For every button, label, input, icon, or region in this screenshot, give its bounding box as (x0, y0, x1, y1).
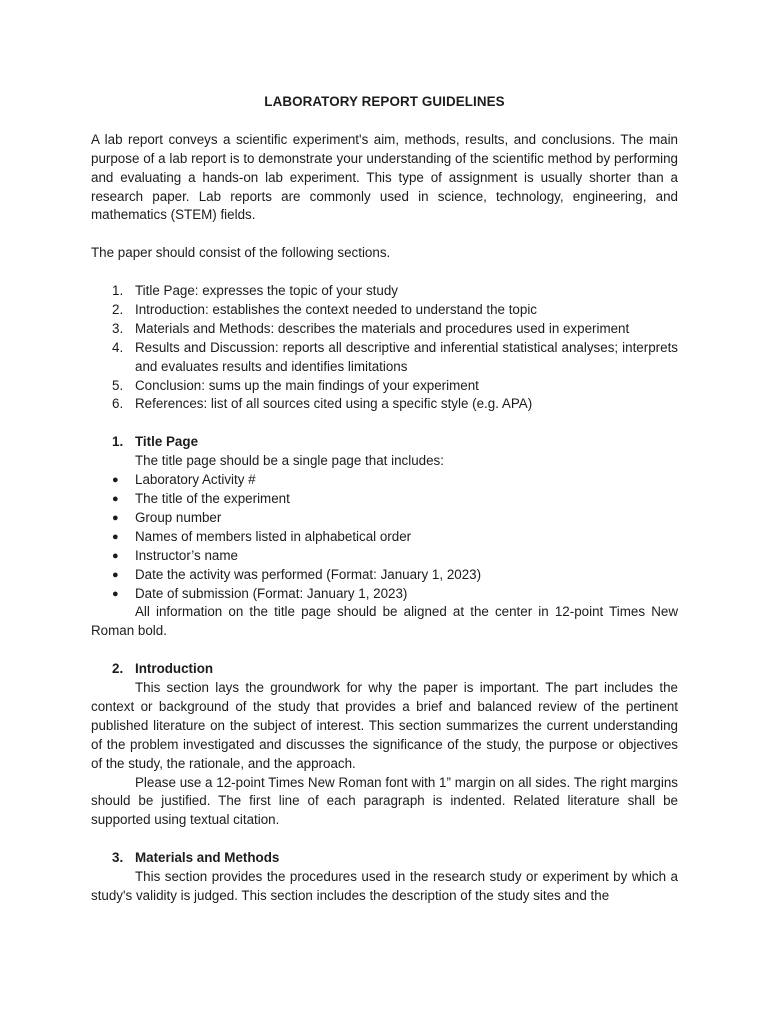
title-page-closing: All information on the title page should be aligned at the center in 12-point Times New Roman bold. (91, 604, 678, 639)
bullet-item: ● The title of the experiment (91, 490, 678, 509)
bullet-icon: ● (112, 530, 119, 543)
list-item: 3. Materials and Methods: describes the materials and procedures used in experiment (112, 320, 630, 336)
section-list (91, 282, 678, 414)
section-heading-materials-methods: 3. Materials and Methods (112, 850, 280, 866)
document-title: LABORATORY REPORT GUIDELINES (264, 94, 505, 109)
list-item: 4. Results and Discussion: reports all descriptive and inferential statistical analyses; interprets and evaluates results and identifies limitations (112, 339, 678, 374)
bullet-icon: ● (112, 587, 119, 600)
list-item: 6. References: list of all sources cited using a specific style (e.g. APA) (112, 396, 533, 412)
bullet-icon: ● (112, 492, 119, 505)
sections-intro: The paper should consist of the following sections. (91, 245, 391, 261)
title-page-lead: The title page should be a single page that includes: (135, 453, 444, 469)
list-item: 2. Introduction: establishes the context needed to understand the topic (112, 301, 537, 317)
introduction-paragraph-2: Please use a 12-point Times New Roman font with 1” margin on all sides. The right margins should be justified. The first line of each paragraph is indented. Related literature shall be supported using textual citation. (91, 774, 678, 828)
bullet-item: ● Instructor’s name (91, 547, 678, 566)
intro-paragraph: A lab report conveys a scientific experiment's aim, methods, results, and conclusions. The main purpose of a lab report is to demonstrate your understanding of the scientific method by performing and evaluating a hands-on lab experiment. This type of assignment is usually shorter than a research paper. Lab reports are commonly used in science, technology, engineering, and mathematics (STEM) fields. (91, 131, 678, 223)
bullet-icon: ● (112, 474, 119, 487)
section-heading-title-page: 1. Title Page (112, 434, 199, 450)
bullet-item: ● Names of members listed in alphabetical order (91, 528, 678, 547)
document-content (91, 93, 678, 906)
list-item: 1. Title Page: expresses the topic of your study (112, 283, 398, 299)
bullet-icon: ● (112, 549, 119, 562)
bullet-item: ● Laboratory Activity # (91, 471, 678, 490)
title-page-bullets (91, 471, 678, 603)
bullet-icon: ● (112, 568, 119, 581)
section-heading-introduction: 2. Introduction (112, 661, 214, 677)
materials-methods-paragraph-1: This section provides the procedures used in the research study or experiment by which a study's validity is judged. This section includes the description of the study sites and the (91, 869, 678, 903)
bullet-item: ● Group number (91, 509, 678, 528)
list-item: 5. Conclusion: sums up the main findings of your experiment (112, 377, 479, 393)
bullet-item: ● Date the activity was performed (Format: January 1, 2023) (91, 566, 678, 585)
bullet-item: ● Date of submission (Format: January 1, 2023) (91, 585, 678, 604)
introduction-paragraph-1: This section lays the groundwork for why the paper is important. The part includes the context or background of the study that provides a brief and balanced review of the pertinent published literature on the subject of interest. This section summarizes the current understanding of the problem investigated and discusses the significance of the study, the purpose or objectives of the study, the rationale, and the approach. (91, 680, 678, 771)
bullet-icon: ● (112, 511, 119, 524)
